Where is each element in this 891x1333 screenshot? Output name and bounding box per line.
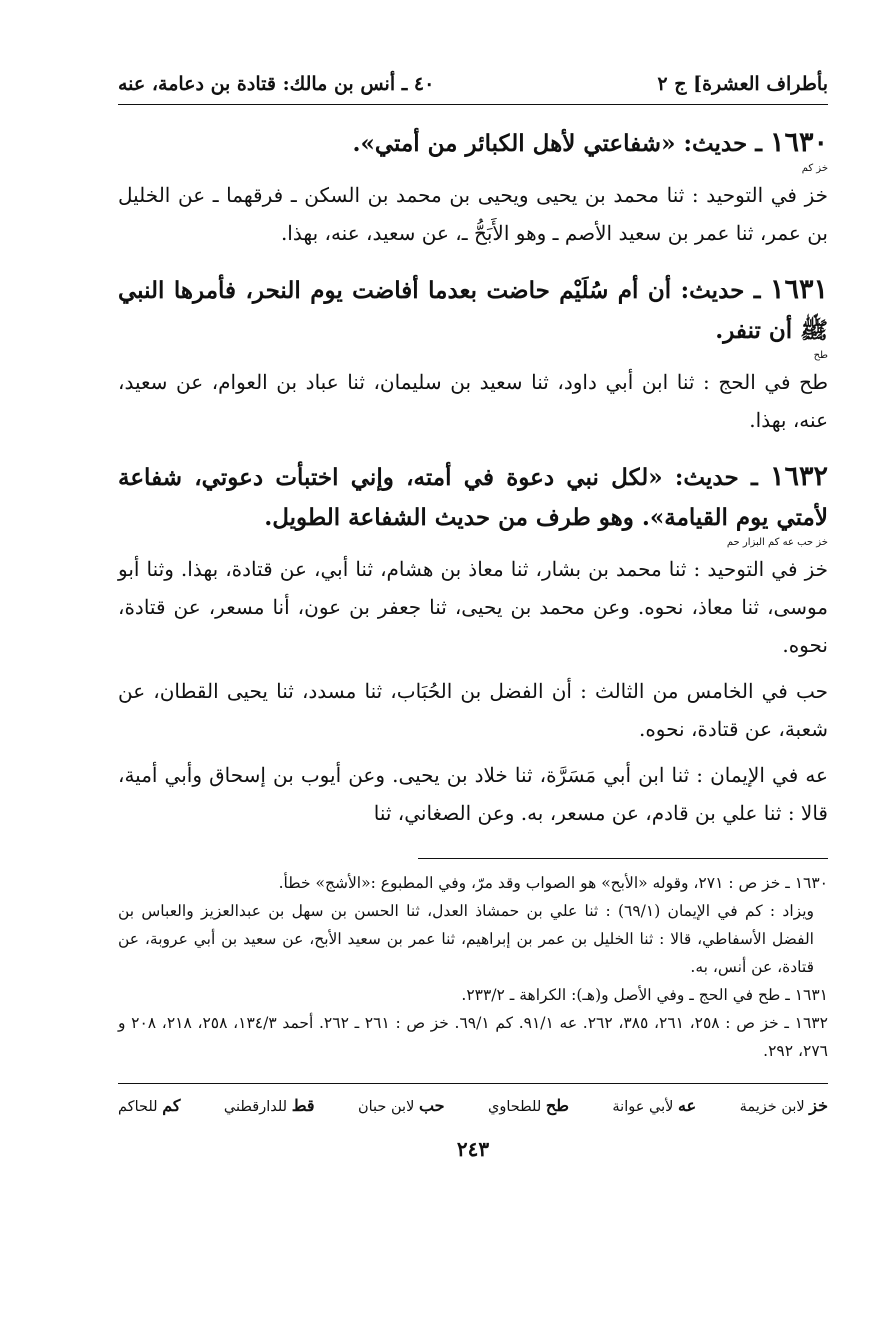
hadith-entry xyxy=(118,123,828,252)
hadith-heading xyxy=(118,457,828,538)
bottom-divider xyxy=(118,1083,828,1084)
isnad-paragraph: خز في التوحيد : ثنا محمد بن يحيى ويحيى بن محمد بن السكن ـ فرقهما ـ عن الخليل بن عمر، ثنا عمر بن سعيد الأصم ـ وهو الأَبَحُّ ـ، عن سعيد، عنه، بهذا. xyxy=(118,183,828,245)
hadith-heading xyxy=(118,270,828,351)
abbreviation-item xyxy=(224,1094,315,1119)
abbreviation-text: لأبي عوانة xyxy=(612,1099,674,1115)
footnotes xyxy=(118,869,828,1065)
footnote: ويزاد : كم في الإيمان (٦٩/١) : ثنا علي بن حمشاذ العدل، ثنا الحسن بن سهل بن عبدالعزيز والعباس بن الفضل الأسفاطي، قالا : ثنا الخليل بن عمر بن إبراهيم، ثنا عمر بن سعيد الأبح، عن سعيد بن أبي عروبة، عن قتادة، عن أنس، به. xyxy=(118,902,814,976)
hadith-number: ١٦٣٠ xyxy=(769,127,828,158)
hadith-number: ١٦٣١ xyxy=(770,274,829,305)
isnad-paragraph: طح في الحج : ثنا ابن أبي داود، ثنا سعيد بن سليمان، ثنا عباد بن العوام، عن سعيد، عنه، بهذا. xyxy=(118,370,828,432)
isnad-paragraph: حب في الخامس من الثالث : أن الفضل بن الحُبَاب، ثنا مسدد، ثنا يحيى القطان، عن شعبة، عن قتادة، نحوه. xyxy=(118,679,828,741)
abbreviation-code: عه xyxy=(677,1096,697,1115)
page-number: ٢٤٣ xyxy=(456,1137,490,1161)
abbreviation-text: للدارقطني xyxy=(223,1099,288,1115)
footnote-divider xyxy=(418,858,828,859)
source-marks: خز حب عه كم البزار حم xyxy=(726,537,828,548)
hadith-heading xyxy=(118,123,828,164)
abbreviation-text: لابن خزيمة xyxy=(739,1099,805,1115)
running-head-volume: بأطراف العشرة] ج ٢ xyxy=(657,73,828,95)
abbreviation-code: خز xyxy=(809,1096,828,1115)
running-head xyxy=(118,70,828,105)
hadith-entry xyxy=(118,457,828,832)
hadith-entry xyxy=(118,270,828,439)
abbreviation-code: طح xyxy=(545,1096,569,1115)
abbreviation-code: كم xyxy=(162,1096,181,1115)
running-head-chapter: ٤٠ ـ أنس بن مالك: قتادة بن دعامة، عنه xyxy=(118,73,435,95)
hadith-title: ـ حديث: «شفاعتي لأهل الكبائر من أمتي». xyxy=(352,130,762,157)
abbreviation-text: لابن حبان xyxy=(357,1099,415,1115)
source-marks: خز كم xyxy=(801,163,828,174)
abbreviation-text: للطحاوي xyxy=(488,1099,542,1115)
abbreviation-item xyxy=(740,1094,828,1119)
footnote: ١٦٣٠ ـ خز ص : ٢٧١، وقوله «الأبح» هو الصواب وقد مرّ، وفي المطبوع :«الأشج» خطأ. xyxy=(278,874,828,892)
isnad-paragraph: عه في الإيمان : ثنا ابن أبي مَسَرَّة، ثنا خلاد بن يحيى. وعن أيوب بن إسحاق وأبي أمية، قالا : ثنا علي بن قادم، عن مسعر، به. وعن الصغاني، ثنا xyxy=(118,763,828,825)
abbreviation-item xyxy=(358,1094,445,1119)
hadith-title: ـ حديث: أن أم سُلَيْم حاضت بعدما أفاضت يوم النحر، فأمرها النبي ﷺ أن تنفر. xyxy=(118,277,828,344)
abbreviation-item xyxy=(488,1094,569,1119)
source-marks: طح xyxy=(813,350,828,361)
book-page xyxy=(118,70,828,1310)
abbreviation-item xyxy=(612,1094,696,1119)
footnote: ١٦٣١ ـ طح في الحج ـ وفي الأصل و(هـ): الكراهة ـ ٢٣٣/٢. xyxy=(461,986,828,1004)
abbreviation-text: للحاكم xyxy=(118,1099,158,1115)
abbreviation-code: حب xyxy=(418,1096,445,1115)
abbreviation-key xyxy=(118,1094,828,1119)
hadith-number: ١٦٣٢ xyxy=(770,461,829,492)
abbreviation-code: قط xyxy=(291,1096,315,1115)
footnote: ١٦٣٢ ـ خز ص : ٢٥٨، ٢٦١، ٣٨٥، ٢٦٢. عه ٩١/١. كم ٦٩/١. خز ص : ٢٦١ ـ ٢٦٢. أحمد ١٣٤/٣، ٢٥٨، ٢١٨، ٢٠٨ و ٢٧٦، ٢٩٢. xyxy=(118,1014,828,1060)
isnad-paragraph: خز في التوحيد : ثنا محمد بن بشار، ثنا معاذ بن هشام، ثنا أبي، عن قتادة، بهذا. وثنا أبو موسى، ثنا معاذ، نحوه. وعن محمد بن يحيى، ثنا جعفر بن عون، أنا مسعر، عن قتادة، نحوه. xyxy=(118,557,828,657)
abbreviation-item xyxy=(118,1094,180,1119)
hadith-title: ـ حديث: «لكل نبي دعوة في أمته، وإني اختبأت دعوتي، شفاعة لأمتي يوم القيامة». وهو طرف من حديث الشفاعة الطويل. xyxy=(118,464,828,531)
